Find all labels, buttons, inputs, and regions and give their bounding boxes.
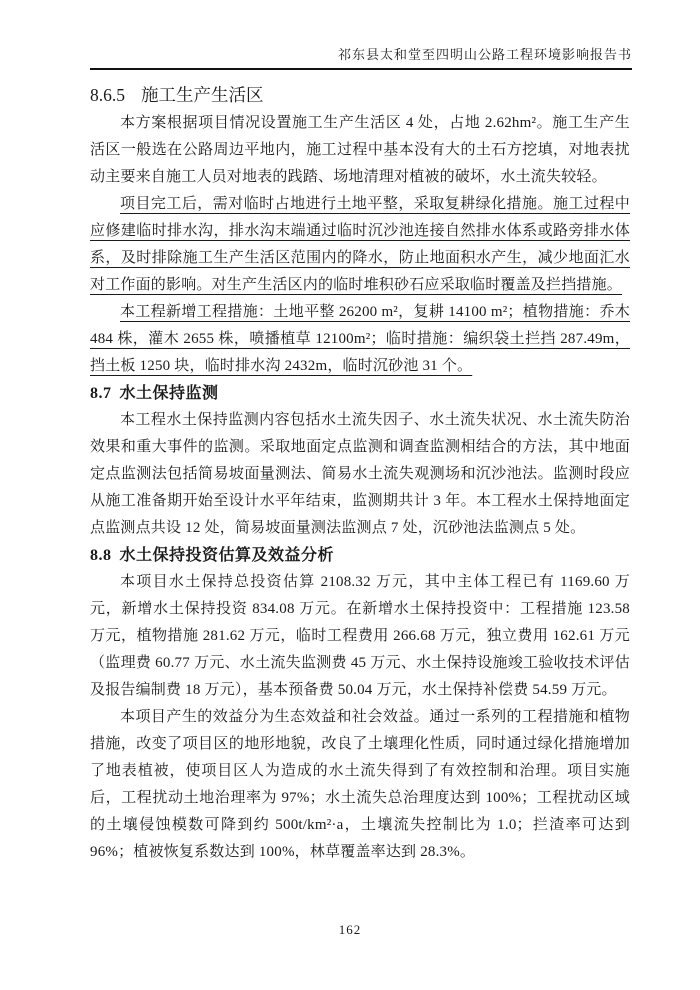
paragraph-new-engineering-measures: 本工程新增工程措施：土地平整 26200 m²，复耕 14100 m²；植物措施：乔木 484 株，灌木 2655 株，喷播植草 12100m²；临时措施：编织袋土拦挡 287.49m，挡土板 1250 块，临时排水沟 2432m，临时沉砂池 31 个。 [90, 304, 630, 374]
section-title: 水土保持监测 [119, 385, 219, 402]
section-number: 8.6.5 [90, 85, 125, 105]
running-header-title: 祁东县太和堂至四明山公路工程环境影响报告书 [90, 44, 632, 70]
paragraph-site-description: 本方案根据项目情况设置施工生产生活区 4 处，占地 2.62hm²。施工生产生活区一般选在公路周边平地内，施工过程中基本没有大的土石方挖填，对地表扰动主要来自施工人员对地表的践踏、场地清理对植被的破坏，水土流失较轻。 [90, 115, 630, 185]
section-heading-87 [90, 380, 630, 407]
section-title: 施工生产生活区 [141, 85, 264, 105]
section-number: 8.8 [90, 547, 112, 564]
paragraph-investment-estimate: 本项目水土保持总投资估算 2108.32 万元，其中主体工程已有 1169.60 万元，新增水土保持投资 834.08 万元。在新增水土保持投资中：工程措施 123.58 万元，植物措施 281.62 万元，临时工程费用 266.68 万元，独立费用 162.61 万元（监理费 60.77 万元、水土流失监测费 45 万元、水土保持设施竣工验收技术评估及报告编制费 18 万元），基本预备费 50.04 万元，水土保持补偿费 54.59 万元。 [90, 574, 630, 698]
paragraph-benefit-analysis: 本项目产生的效益分为生态效益和社会效益。通过一系列的工程措施和植物措施，改变了项目区的地形地貌，改良了土壤理化性质，同时通过绿化措施增加了地表植被，使项目区人为造成的水土流失得到了有效控制和治理。项目实施后，工程扰动土地治理率为 97%；水土流失总治理度达到 100%；工程扰动区域的土壤侵蚀模数可降到约 500t/km²·a，土壤流失控制比为 1.0；拦渣率可达到 96%；植被恢复系数达到 100%，林草覆盖率达到 28.3%。 [90, 709, 630, 860]
paragraph-monitoring-content: 本工程水土保持监测内容包括水土流失因子、水土流失状况、水土流失防治效果和重大事件的监测。采取地面定点监测和调查监测相结合的方法，其中地面定点监测法包括简易坡面量测法、简易水土流失观测场和沉沙池法。监测时段应从施工准备期开始至设计水平年结束，监测期共计 3 年。本工程水土保持地面定点监测点共设 12 处，简易坡面量测法监测点 7 处，沉砂池法监测点 5 处。 [90, 412, 630, 536]
section-heading-88 [90, 542, 630, 569]
section-heading-865 [90, 80, 630, 110]
paragraph-post-construction-measures: 项目完工后，需对临时占地进行土地平整，采取复耕绿化措施。施工过程中应修建临时排水沟，排水沟末端通过临时沉沙池连接自然排水体系或路旁排水体系，及时排除施工生产生活区范围内的降水，防止地面积水产生，减少地面汇水对工作面的影响。对生产生活区内的临时堆积砂石应采取临时覆盖及拦挡措施。 [90, 196, 630, 293]
page-number: 162 [338, 922, 362, 937]
section-number: 8.7 [90, 385, 112, 402]
page-content [90, 80, 630, 866]
section-title: 水土保持投资估算及效益分析 [119, 547, 335, 564]
